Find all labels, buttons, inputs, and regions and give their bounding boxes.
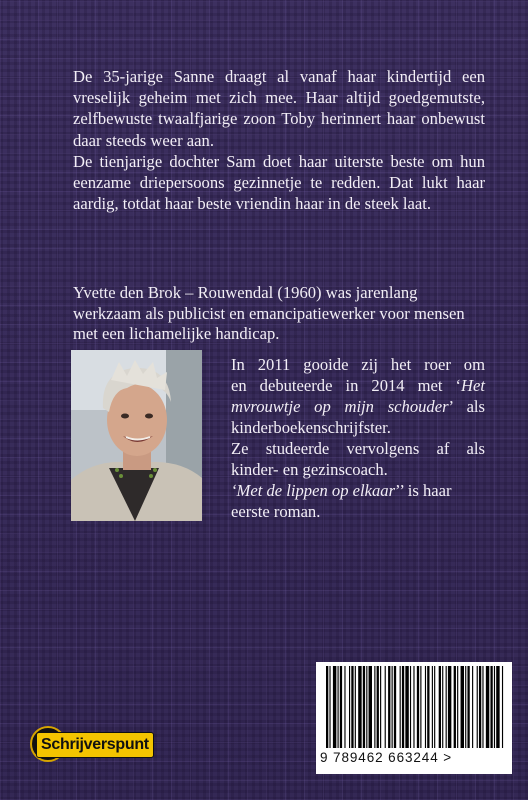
- publisher-logo: [30, 726, 205, 764]
- barcode-bar: [402, 666, 404, 748]
- barcode-bar: [377, 666, 379, 748]
- bio-line: eerste roman.: [231, 502, 321, 521]
- back-cover-blurb: [73, 66, 485, 214]
- barcode-bar: [369, 666, 372, 748]
- barcode-bar: [461, 666, 464, 748]
- barcode-bar: [482, 666, 483, 748]
- bio-line: mvrouwtje op mijn schouder’ als: [231, 397, 485, 416]
- isbn-number: 9 789462 663244 >: [320, 750, 453, 765]
- barcode-bar: [388, 666, 390, 748]
- barcode-bar: [454, 666, 456, 748]
- barcode-bar: [392, 666, 393, 748]
- barcode-bar: [338, 666, 339, 748]
- barcode-bar: [358, 666, 361, 748]
- barcode-bar: [486, 666, 489, 748]
- barcode-bar: [374, 666, 375, 748]
- barcode-bar: [502, 666, 503, 748]
- barcode-bar: [432, 666, 433, 748]
- barcode-bar: [385, 666, 386, 748]
- barcode-bar: [467, 666, 469, 748]
- barcode-bar: [472, 666, 473, 748]
- novel-title: ‘Met de lippen op elkaar: [231, 481, 396, 500]
- barcode-bar: [446, 666, 447, 748]
- barcode-bar: [494, 666, 495, 748]
- barcode-bar: [496, 666, 499, 748]
- barcode-bar: [380, 666, 381, 748]
- author-bio-intro: Yvette den Brok – Rouwendal (1960) was jarenlang werkzaam als publicist en emancipatiewerker voor mensen met een lichamelijke handicap.: [73, 283, 465, 343]
- barcode-bar: [439, 666, 441, 748]
- barcode-bar: [427, 666, 429, 748]
- bio-line: In 2011 gooide zij het roer om: [231, 355, 485, 374]
- barcode-bar: [420, 666, 421, 748]
- author-bio-continued: [231, 354, 485, 522]
- barcode-bar: [363, 666, 365, 748]
- barcode-bar: [394, 666, 396, 748]
- book-title: mvrouwtje op mijn schouder: [231, 397, 449, 416]
- barcode-bar: [349, 666, 350, 748]
- author-photo: [71, 350, 202, 521]
- barcode-bar: [400, 666, 401, 748]
- barcode-bar: [425, 666, 426, 748]
- barcode-bar: [355, 666, 356, 748]
- isbn-barcode: [316, 662, 512, 774]
- publisher-logo-text: Schrijverspunt: [36, 732, 154, 758]
- barcode-bar: [333, 666, 336, 748]
- bio-line: kinderboekenschrijfster.: [231, 418, 391, 437]
- barcode-bar: [340, 666, 342, 748]
- book-title: Het: [461, 376, 485, 395]
- barcode-bar: [413, 666, 414, 748]
- barcode-bar: [366, 666, 367, 748]
- barcode-bars: [320, 666, 508, 748]
- barcode-bar: [344, 666, 345, 748]
- barcode-bar: [457, 666, 458, 748]
- barcode-bar: [465, 666, 466, 748]
- barcode-bar: [405, 666, 408, 748]
- barcode-bar: [477, 666, 478, 748]
- bio-line: ‘Met de lippen op elkaar’’ is haar: [231, 481, 452, 500]
- bio-line: kinder- en gezinscoach.: [231, 460, 388, 479]
- blurb-paragraph-1: De 35-jarige Sanne draagt al vanaf haar kindertijd een vreselijk geheim met zich mee. Haar altijd goedgemutste, zelfbewuste twaalfjarige zoon Toby herinnert haar onbewust daar steeds weer aan.: [73, 67, 485, 150]
- barcode-bar: [479, 666, 481, 748]
- bio-line: Ze studeerde vervolgens af als: [231, 439, 485, 458]
- barcode-bar: [351, 666, 353, 748]
- barcode-bar: [448, 666, 451, 748]
- barcode-bar: [442, 666, 443, 748]
- barcode-bar: [326, 666, 328, 748]
- barcode-bar: [434, 666, 435, 748]
- barcode-bar: [490, 666, 492, 748]
- barcode-bar: [417, 666, 419, 748]
- barcode-bar: [410, 666, 411, 748]
- barcode-bar: [329, 666, 330, 748]
- bio-line: en debuteerde in 2014 met ‘Het: [231, 376, 485, 395]
- blurb-paragraph-2: De tienjarige dochter Sam doet haar uiterste beste om hun eenzame driepersoons gezinnetje te redden. Dat lukt haar aardig, totdat haar beste vriendin haar in de steek laat.: [73, 151, 485, 214]
